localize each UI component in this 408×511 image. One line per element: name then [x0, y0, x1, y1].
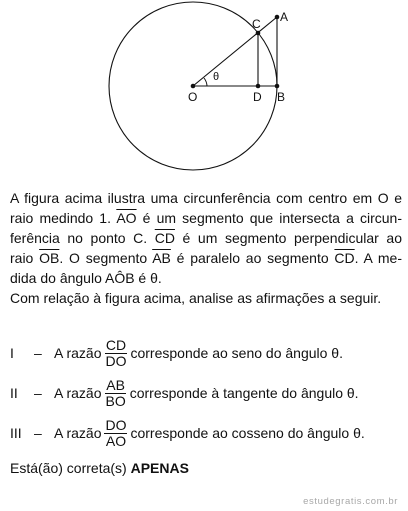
label-B: B [277, 90, 286, 104]
label-C: C [252, 17, 261, 31]
watermark: estudegratis.com.br [303, 496, 398, 507]
affirmation-number: I [10, 345, 14, 361]
statement-line-6: Com relação à figura acima, analise as afirmações a seguir. [10, 290, 382, 306]
point-O [191, 84, 196, 89]
segment-AO-label: $\overline{AO}$ [116, 210, 137, 226]
affirmation-text: corresponde ao seno do ângulo θ. [130, 345, 343, 361]
label-A: A [280, 10, 289, 24]
point-B [275, 84, 280, 89]
point-C [256, 31, 261, 36]
affirmation-II [10, 373, 402, 413]
point-D [256, 84, 261, 89]
fraction-numerator: AB [106, 376, 125, 393]
affirmation-text: corresponde à tangente do ângulo θ. [129, 385, 359, 401]
question-emphasis: APENAS [130, 460, 189, 476]
fraction [104, 338, 127, 369]
point-A [275, 15, 280, 20]
fraction-numerator: DO [105, 416, 127, 433]
fraction-denominator: AO [105, 432, 127, 449]
affirmation-number: III [10, 425, 22, 441]
statement-line-5: dida do ângulo AÔB é θ. [10, 270, 162, 286]
problem-statement [10, 188, 402, 308]
affirmation-III [10, 413, 402, 453]
segment-CD-label-2: $\overline{CD}$ [334, 250, 355, 266]
statement-line-1: A figura acima ilustra uma circunferência com centro em O e [10, 190, 402, 206]
fraction [104, 378, 126, 409]
affirmation-dash: – [34, 425, 42, 441]
question-prompt: Está(ão) correta(s) APENAS [10, 460, 189, 476]
affirmation-dash: – [34, 385, 42, 401]
affirmation-number: II [10, 385, 18, 401]
statement-line-4: raio $\overline{OB}$. O segmento $\overline{AB}$ é paralelo ao segmento $\overline{CD}$. A me- [10, 250, 403, 266]
fraction-denominator: DO [105, 352, 127, 369]
affirmation-prefix: A razão [54, 385, 102, 401]
segment-CD-label: $\overline{CD}$ [154, 230, 175, 246]
label-D: D [253, 90, 262, 104]
statement-line-2: raio medindo 1. $\overline{AO}$ é um segmento que intersecta a circun- [10, 210, 402, 226]
label-O: O [188, 90, 198, 104]
affirmation-dash: – [34, 345, 42, 361]
fraction-numerator: CD [105, 336, 127, 353]
affirmation-prefix: A razão [54, 345, 102, 361]
affirmation-text: corresponde ao cosseno do ângulo θ. [130, 425, 365, 441]
segment-OB-label: $\overline{OB}$ [39, 250, 60, 266]
affirmation-I [10, 333, 402, 373]
fraction-denominator: BO [105, 392, 126, 409]
segment-OA [193, 17, 277, 86]
statement-line-3: ferência no ponto C. $\overline{CD}$ é um segmento perpendicular ao [10, 230, 402, 246]
angle-arc [204, 78, 207, 86]
geometry-figure [0, 0, 408, 178]
fraction [104, 418, 127, 449]
label-theta: θ [213, 71, 220, 83]
segment-AB-label: $\overline{AB}$ [152, 250, 171, 266]
affirmation-prefix: A razão [54, 425, 102, 441]
